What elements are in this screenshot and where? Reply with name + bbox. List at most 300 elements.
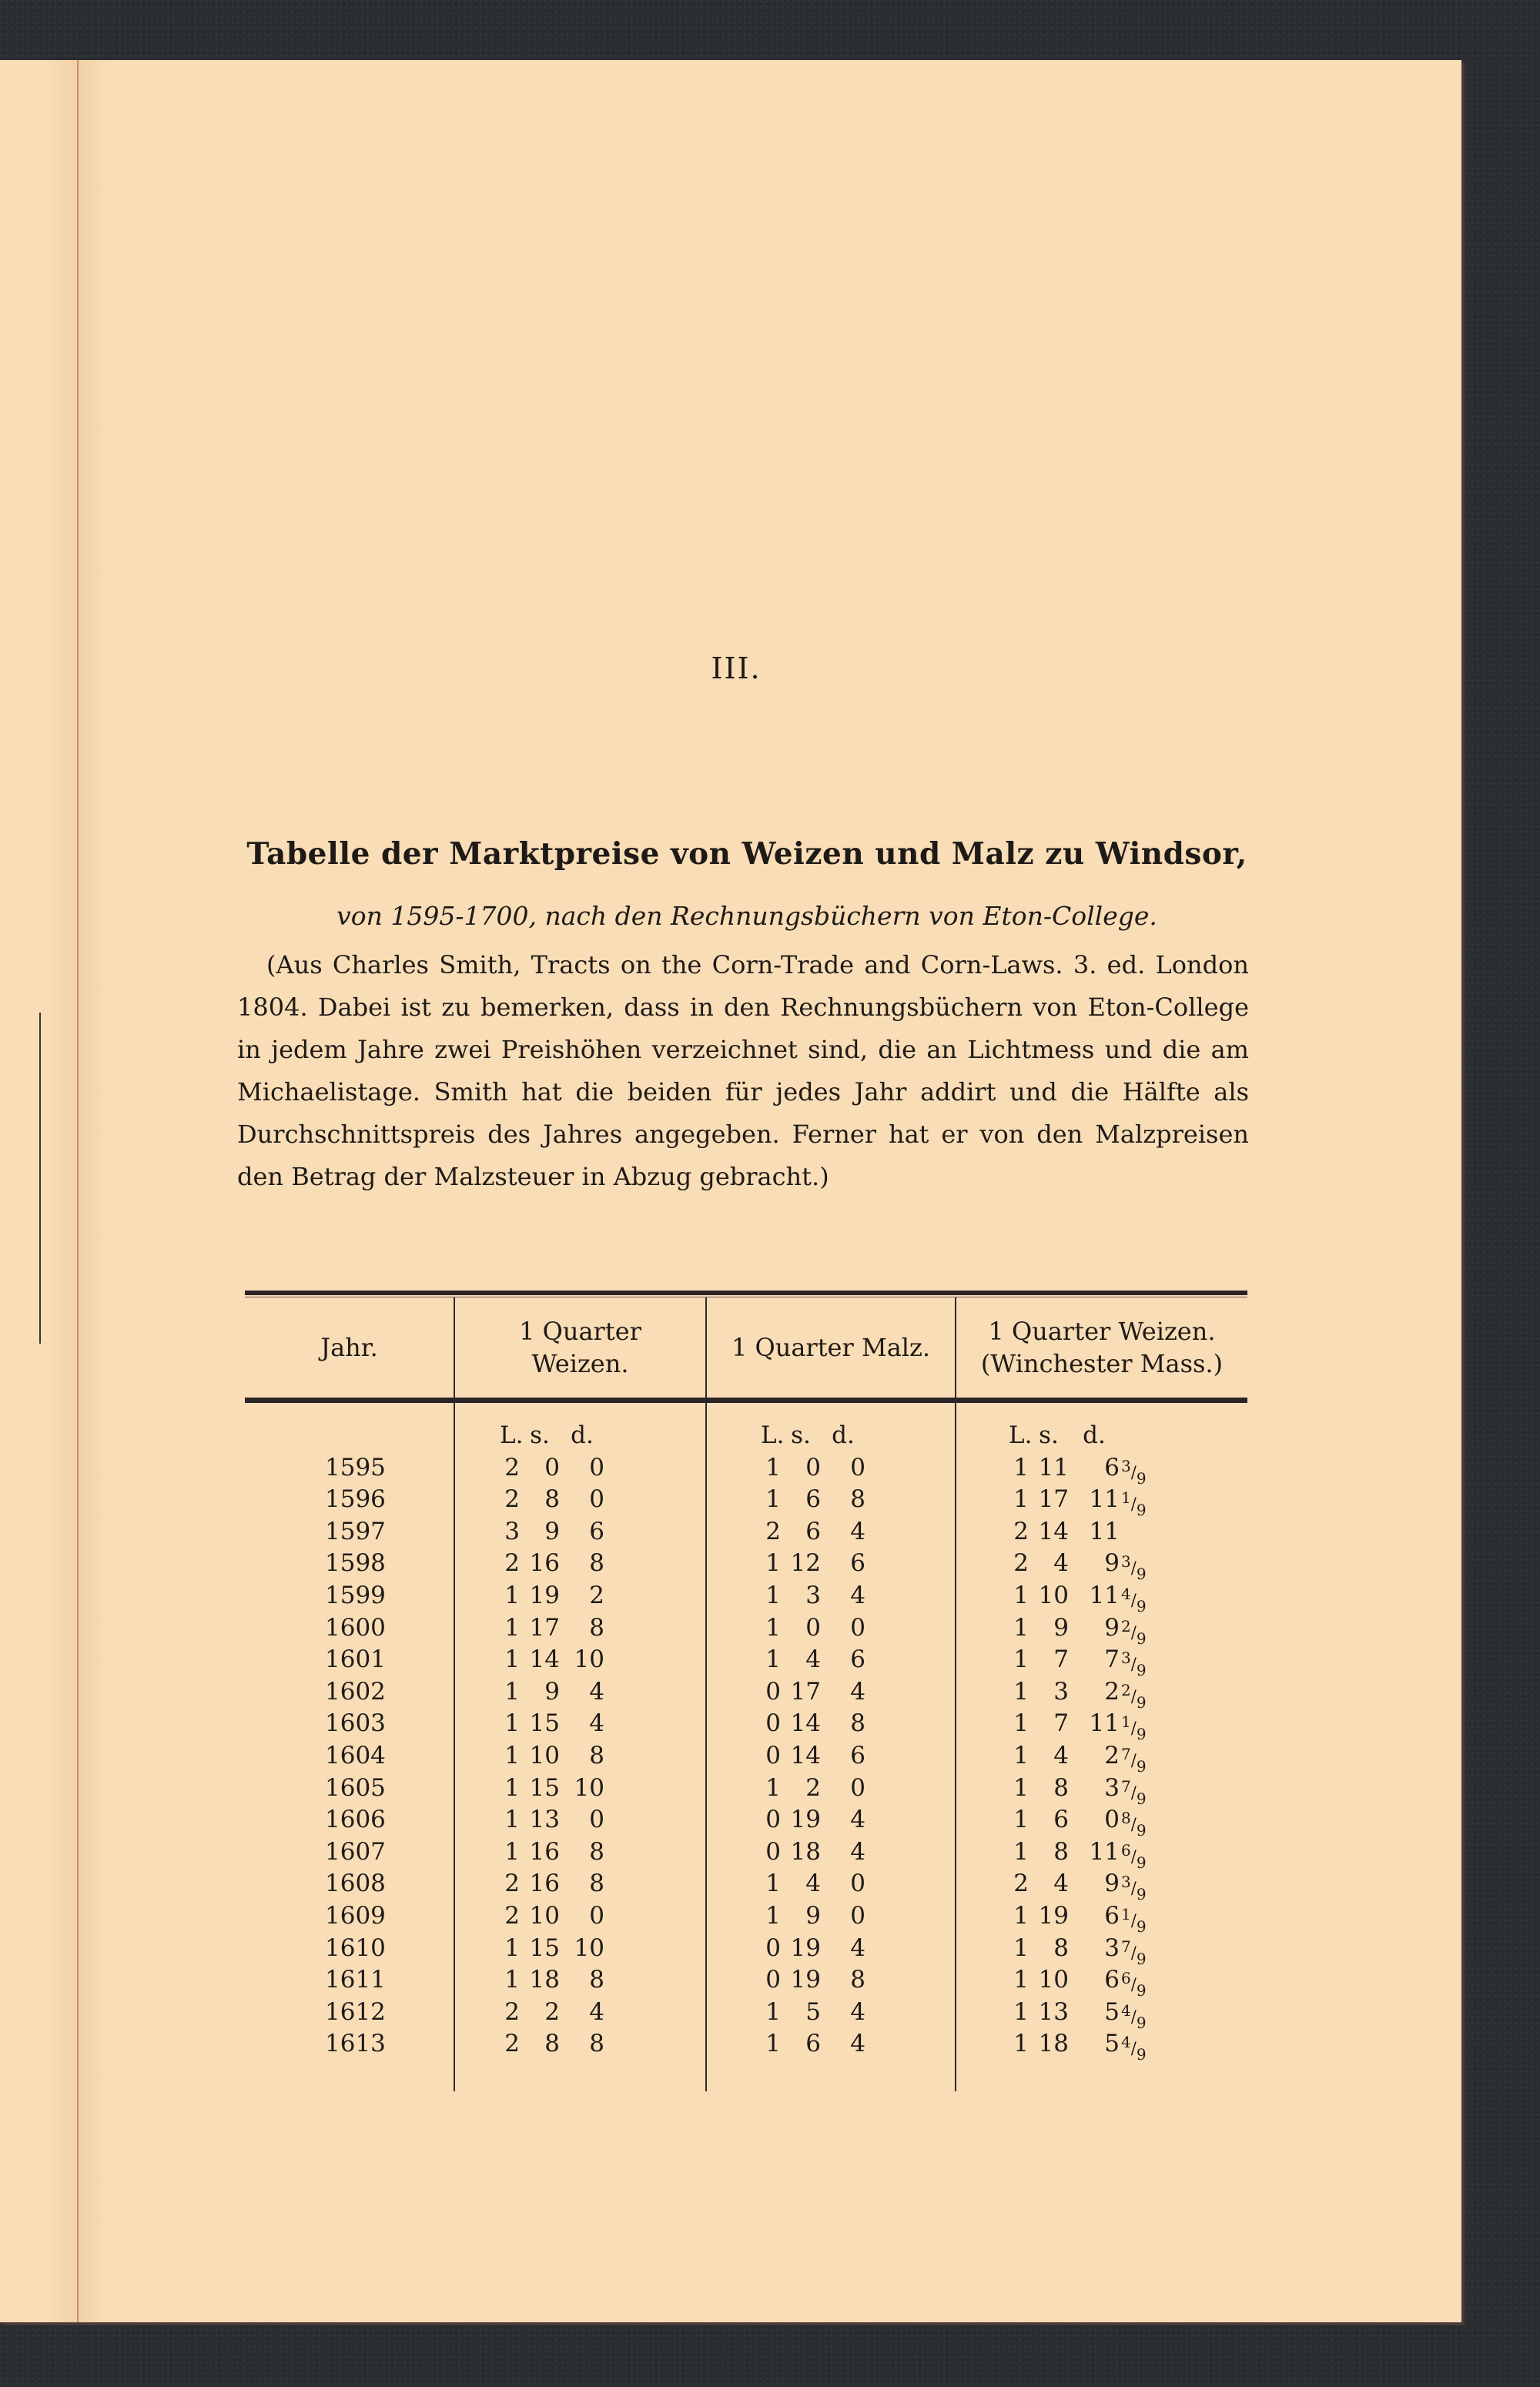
shillings-value: 19: [1038, 1901, 1069, 1930]
pence-value: 6: [1104, 1453, 1120, 1481]
fraction-numerator: 4: [1121, 1584, 1131, 1603]
fraction-bar: /: [1130, 2039, 1137, 2058]
winchester-price-cell: [956, 1612, 1247, 1648]
pounds-value: 1: [504, 1741, 520, 1769]
fraction-bar: /: [1130, 1655, 1137, 1674]
pounds-value: 1: [1013, 1933, 1029, 1962]
year-cell: 1603: [325, 1709, 386, 1738]
pounds-value: 1: [765, 1581, 781, 1609]
fraction-numerator: 7: [1121, 1776, 1131, 1796]
pence-fraction: [1121, 1739, 1147, 1776]
pounds-value: 1: [504, 1773, 520, 1802]
malt-price-cell: [707, 1868, 955, 1900]
pence-value: 9: [1104, 1613, 1120, 1642]
wheat-price-cell: [455, 1933, 705, 1965]
shillings-value: 9: [1053, 1613, 1069, 1642]
pounds-value: 1: [504, 1677, 520, 1706]
year-cell: 1598: [325, 1549, 386, 1578]
pence-fraction: [1121, 1931, 1147, 1968]
fraction-bar: /: [1130, 1846, 1137, 1866]
year-cell: 1596: [325, 1485, 386, 1514]
shillings-value: 14: [790, 1709, 821, 1738]
pounds-value: 2: [504, 1997, 520, 2026]
pence-value: 4: [850, 1933, 865, 1962]
header-wheat-label: 1 Quarter Weizen.: [519, 1317, 641, 1378]
pounds-value: 1: [765, 1613, 781, 1642]
pence-value: 8: [589, 1870, 604, 1898]
shillings-value: 0: [805, 1613, 821, 1642]
pounds-value: 2: [504, 2030, 520, 2058]
pounds-value: 1: [765, 1773, 781, 1802]
shillings-value: 10: [529, 1741, 560, 1769]
fraction-denominator: 9: [1136, 2013, 1147, 2032]
pence-value: 10: [574, 1773, 604, 1802]
pence-value: 2: [1104, 1677, 1120, 1706]
winchester-price-cell: [956, 1804, 1247, 1840]
fraction-numerator: 3: [1121, 1456, 1131, 1475]
pounds-value: 1: [765, 1997, 781, 2026]
pence-value: 4: [850, 1517, 865, 1545]
malt-price-cell: [707, 1516, 955, 1548]
wheat-price-cell: [455, 1548, 705, 1580]
header-year: Jahr.: [320, 1333, 378, 1362]
pence-value: 0: [850, 1901, 865, 1930]
pounds-value: 2: [504, 1453, 520, 1481]
pounds-value: 1: [1013, 1997, 1029, 2026]
book-page: [0, 60, 1461, 2322]
shillings-value: 11: [1038, 1453, 1069, 1481]
wheat-price-cell: [455, 1773, 705, 1805]
pounds-value: 1: [504, 1645, 520, 1674]
pounds-value: 2: [504, 1485, 520, 1514]
fraction-numerator: 3: [1121, 1649, 1131, 1668]
shillings-value: 16: [529, 1837, 560, 1866]
shillings-value: 9: [544, 1677, 560, 1706]
pence-fraction: [1121, 1546, 1147, 1584]
shillings-value: 15: [529, 1709, 560, 1738]
winchester-price-cell: [956, 1580, 1247, 1615]
fraction-denominator: 9: [1136, 1468, 1147, 1488]
wheat-price-cell: [455, 1740, 705, 1773]
fraction-numerator: 4: [1121, 2000, 1131, 2020]
year-cell: 1610: [325, 1933, 386, 1962]
malt-price-cell: [707, 1964, 955, 1997]
fraction-numerator: 1: [1121, 1904, 1131, 1923]
fraction-denominator: 9: [1136, 1501, 1147, 1520]
fraction-numerator: 1: [1121, 1488, 1131, 1508]
pence-value: 2: [1104, 1741, 1120, 1769]
pounds-value: 2: [504, 1901, 520, 1930]
winchester-price-cell: [956, 1516, 1247, 1548]
column-wheat: [454, 1403, 705, 2091]
pence-fraction: [1121, 1866, 1147, 1904]
page-subtitle: von 1595-1700, nach den Rechnungsbüchern von Eton-College.: [336, 901, 1157, 931]
shillings-value: 4: [805, 1645, 821, 1674]
pence-value: 0: [850, 1870, 865, 1898]
shillings-value: 14: [529, 1645, 560, 1674]
winchester-price-cell: [956, 1484, 1247, 1520]
fraction-denominator: 9: [1136, 1981, 1147, 2000]
pounds-value: 1: [765, 1901, 781, 1930]
shillings-value: 10: [1038, 1966, 1069, 1994]
pence-value: 3: [1104, 1773, 1120, 1802]
header-wheat: [454, 1297, 705, 1398]
shillings-value: 0: [544, 1453, 560, 1481]
year-cell: 1606: [325, 1806, 386, 1834]
pounds-value: 0: [765, 1709, 781, 1738]
fraction-numerator: 6: [1121, 1969, 1131, 1988]
shillings-value: 4: [1053, 1741, 1069, 1769]
shillings-value: 19: [790, 1806, 821, 1834]
fraction-numerator: 7: [1121, 1937, 1131, 1956]
year-cell: 1605: [325, 1773, 386, 1802]
pence-value: 6: [850, 1645, 865, 1674]
malt-price-cell: [707, 1900, 955, 1933]
shillings-value: 8: [1053, 1773, 1069, 1802]
pounds-value: 1: [1013, 1901, 1029, 1930]
malt-price-cell: [707, 1484, 955, 1516]
shillings-value: 4: [805, 1870, 821, 1898]
shillings-value: 10: [1038, 1581, 1069, 1609]
pence-value: 9: [1104, 1549, 1120, 1578]
shillings-value: 9: [805, 1901, 821, 1930]
source-note-text: (Aus Charles Smith, Tracts on the Corn-Trade and Corn-Laws. 3. ed. London 1804. Dabei ist zu bemerken, dass in den Rechnungsbüchern von Eton-College in jedem Jahre zwei Preishöhen verzeichnet sind, die an Lichtmess und die am Michaelistage. Smith hat die beiden für jedes Jahr addirt und die Hälfte als Durchschnittspreis des Jahres angegeben. Ferner hat er von den Malzpreisen den Betrag der Malzsteuer in Abzug gebracht.): [237, 950, 1249, 1191]
wheat-price-cell: [455, 1516, 705, 1548]
unit-pound: L.: [761, 1421, 785, 1449]
pence-value: 0: [850, 1613, 865, 1642]
pence-value: 10: [574, 1645, 604, 1674]
pence-value: 6: [589, 1517, 604, 1545]
fraction-bar: /: [1130, 1783, 1137, 1802]
pounds-value: 2: [1013, 1549, 1029, 1578]
malt-price-cell: [707, 1997, 955, 2029]
section-number: III.: [711, 651, 762, 685]
malt-price-cell: [707, 1580, 955, 1612]
pence-value: 4: [850, 1581, 865, 1609]
pence-value: 8: [589, 1837, 604, 1866]
pence-fraction: [1121, 1611, 1147, 1648]
fraction-numerator: 7: [1121, 1744, 1131, 1763]
pounds-value: 1: [504, 1709, 520, 1738]
pence-value: 8: [589, 2030, 604, 2058]
pounds-value: 0: [765, 1677, 781, 1706]
pence-value: 6: [1104, 1901, 1120, 1930]
shillings-value: 6: [1053, 1806, 1069, 1834]
pounds-value: 1: [765, 1870, 781, 1898]
pence-fraction: [1121, 1675, 1147, 1712]
shillings-value: 17: [1038, 1485, 1069, 1514]
fraction-numerator: 3: [1121, 1873, 1131, 1892]
winchester-price-cell: [956, 1548, 1247, 1584]
fraction-denominator: 9: [1136, 1596, 1147, 1615]
shillings-value: 2: [805, 1773, 821, 1802]
winchester-price-cell: [956, 1997, 1247, 2032]
pence-value: 8: [589, 1966, 604, 1994]
fraction-denominator: 9: [1136, 1756, 1147, 1776]
year-cell: 1607: [325, 1837, 386, 1866]
winchester-price-cell: [956, 2028, 1247, 2064]
pence-value: 11: [1089, 1837, 1120, 1866]
malt-price-cell: [707, 1452, 955, 1485]
year-cell: 1597: [325, 1517, 386, 1545]
fraction-denominator: 9: [1136, 2045, 1147, 2064]
pounds-value: 1: [1013, 1773, 1029, 1802]
winchester-price-cell: [956, 1708, 1247, 1744]
pence-value: 6: [1104, 1966, 1120, 1994]
winchester-price-cell: [956, 1933, 1247, 1968]
shillings-value: 17: [790, 1677, 821, 1706]
unit-pence: d.: [832, 1421, 855, 1449]
pence-fraction: [1121, 1451, 1147, 1488]
pence-value: 8: [589, 1613, 604, 1642]
pounds-value: 1: [504, 1581, 520, 1609]
pence-value: 8: [850, 1485, 865, 1514]
units-spacer: [245, 1420, 454, 1452]
pence-fraction: [1121, 1482, 1147, 1520]
unit-pound: L.: [1009, 1421, 1033, 1449]
year-cell: 1599: [325, 1581, 386, 1609]
pence-value: 0: [850, 1773, 865, 1802]
pence-fraction: [1121, 1803, 1147, 1840]
fraction-bar: /: [1130, 1686, 1137, 1706]
pence-fraction: [1121, 2027, 1147, 2064]
shillings-value: 17: [529, 1613, 560, 1642]
malt-price-cell: [707, 1836, 955, 1869]
wheat-price-cell: [455, 1580, 705, 1612]
wheat-price-cell: [455, 1644, 705, 1676]
pence-value: 11: [1089, 1517, 1120, 1545]
table-top-rule: [245, 1291, 1247, 1295]
pence-value: 8: [589, 1549, 604, 1578]
pence-value: 3: [1104, 1933, 1120, 1962]
table-header-row: [245, 1297, 1247, 1398]
malt-price-cell: [707, 1612, 955, 1645]
fraction-bar: /: [1130, 1719, 1137, 1738]
winchester-price-cell: [956, 1740, 1247, 1776]
pounds-value: 1: [1013, 1837, 1029, 1866]
shillings-value: 12: [790, 1549, 821, 1578]
shillings-value: 18: [529, 1966, 560, 1994]
winchester-price-cell: [956, 1900, 1247, 1936]
pounds-value: 0: [765, 1741, 781, 1769]
column-malt: [705, 1403, 955, 2091]
source-note: [237, 944, 1249, 1198]
shillings-value: 18: [790, 1837, 821, 1866]
shillings-value: 8: [544, 2030, 560, 2058]
pence-value: 2: [589, 1581, 604, 1609]
pence-value: 4: [589, 1709, 604, 1738]
units-row: [707, 1420, 955, 1452]
shillings-value: 18: [1038, 2030, 1069, 2058]
unit-shilling: s.: [791, 1421, 811, 1449]
wheat-price-cell: [455, 1612, 705, 1645]
shillings-value: 7: [1053, 1645, 1069, 1674]
pence-fraction: [1121, 1835, 1147, 1872]
shillings-value: 16: [529, 1549, 560, 1578]
malt-price-cell: [707, 1548, 955, 1580]
pence-value: 4: [850, 1677, 865, 1706]
fraction-denominator: 9: [1136, 1917, 1147, 1936]
winchester-price-cell: [956, 1676, 1247, 1712]
fraction-bar: /: [1130, 1750, 1137, 1769]
winchester-price-cell: [956, 1964, 1247, 2000]
pence-value: 6: [850, 1549, 865, 1578]
shillings-value: 6: [805, 1485, 821, 1514]
column-wheat-winchester: [955, 1403, 1247, 2091]
header-wheat-winchester-label: 1 Quarter Weizen. (Winchester Mass.): [980, 1317, 1224, 1378]
shillings-value: 2: [544, 1997, 560, 2026]
wheat-price-cell: [455, 1676, 705, 1709]
year-cell: 1611: [325, 1966, 386, 1994]
fraction-denominator: 9: [1136, 1661, 1147, 1680]
table-body: [245, 1403, 1247, 2091]
pence-value: 4: [850, 1806, 865, 1834]
fraction-denominator: 9: [1136, 1725, 1147, 1744]
malt-price-cell: [707, 1804, 955, 1836]
shillings-value: 4: [1053, 1549, 1069, 1578]
header-wheat-winchester: [955, 1297, 1247, 1398]
pence-value: 9: [1104, 1870, 1120, 1898]
pence-fraction: [1121, 1642, 1147, 1680]
year-cell: 1604: [325, 1741, 386, 1769]
wheat-price-cell: [455, 1804, 705, 1836]
pounds-value: 0: [765, 1806, 781, 1834]
fraction-numerator: 8: [1121, 1809, 1131, 1828]
winchester-price-cell: [956, 1773, 1247, 1808]
pence-value: 6: [850, 1741, 865, 1769]
fraction-denominator: 9: [1136, 1629, 1147, 1648]
fraction-numerator: 2: [1121, 1616, 1131, 1635]
malt-price-cell: [707, 2028, 955, 2061]
malt-price-cell: [707, 1933, 955, 1965]
pence-value: 0: [589, 1901, 604, 1930]
wheat-price-cell: [455, 1868, 705, 1900]
price-table: [245, 1291, 1247, 2091]
pounds-value: 1: [1013, 1966, 1029, 1994]
wheat-price-cell: [455, 1900, 705, 1933]
shillings-value: 0: [805, 1453, 821, 1481]
header-malt: 1 Quarter Malz.: [705, 1297, 955, 1398]
pence-value: 0: [850, 1453, 865, 1481]
fraction-numerator: 3: [1121, 1552, 1131, 1572]
winchester-price-cell: [956, 1868, 1247, 1904]
fraction-denominator: 9: [1136, 1565, 1147, 1584]
pence-value: 4: [589, 1997, 604, 2026]
shillings-value: 13: [529, 1806, 560, 1834]
pence-value: 11: [1089, 1581, 1120, 1609]
year-cell: 1609: [325, 1901, 386, 1930]
pounds-value: 0: [765, 1933, 781, 1962]
shillings-value: 6: [805, 2030, 821, 2058]
fraction-numerator: 6: [1121, 1840, 1131, 1860]
pounds-value: 1: [765, 1549, 781, 1578]
wheat-price-cell: [455, 1836, 705, 1869]
pounds-value: 2: [504, 1870, 520, 1898]
fraction-bar: /: [1130, 1815, 1137, 1834]
pounds-value: 1: [504, 1613, 520, 1642]
shillings-value: 8: [1053, 1837, 1069, 1866]
pounds-value: 1: [504, 1933, 520, 1962]
pounds-value: 1: [1013, 1485, 1029, 1514]
fraction-numerator: 2: [1121, 1680, 1131, 1699]
pounds-value: 1: [504, 1806, 520, 1834]
pounds-value: 2: [504, 1549, 520, 1578]
pounds-value: 1: [1013, 1613, 1029, 1642]
pounds-value: 1: [1013, 1645, 1029, 1674]
pounds-value: 1: [1013, 1677, 1029, 1706]
page-title: Tabelle der Marktpreise von Weizen und Malz zu Windsor,: [246, 836, 1247, 872]
shillings-value: 13: [1038, 1997, 1069, 2026]
fraction-numerator: 1: [1121, 1712, 1131, 1732]
unit-pence: d.: [571, 1421, 594, 1449]
year-cell: 1608: [325, 1870, 386, 1898]
pence-value: 7: [1104, 1645, 1120, 1674]
winchester-price-cell: [956, 1836, 1247, 1872]
shillings-value: 14: [790, 1741, 821, 1769]
shillings-value: 19: [790, 1933, 821, 1962]
pence-fraction: [1121, 1578, 1147, 1615]
fraction-denominator: 9: [1136, 1789, 1147, 1808]
pounds-value: 3: [504, 1517, 520, 1545]
wheat-price-cell: [455, 1484, 705, 1516]
shillings-value: 19: [790, 1966, 821, 1994]
pence-value: 0: [589, 1806, 604, 1834]
pence-value: 8: [589, 1741, 604, 1769]
shillings-value: 8: [544, 1485, 560, 1514]
shillings-value: 4: [1053, 1870, 1069, 1898]
wheat-price-cell: [455, 1964, 705, 1997]
shillings-value: 7: [1053, 1709, 1069, 1738]
year-cell: 1612: [325, 1997, 386, 2026]
pounds-value: 1: [1013, 1741, 1029, 1769]
bleed-through-line: [39, 1013, 41, 1344]
pence-fraction: [1121, 1899, 1147, 1936]
winchester-price-cell: [956, 1452, 1247, 1488]
fraction-bar: /: [1130, 1590, 1137, 1609]
wheat-price-cell: [455, 1452, 705, 1485]
shillings-value: 16: [529, 1870, 560, 1898]
fraction-denominator: 9: [1136, 1853, 1147, 1872]
shillings-value: 9: [544, 1517, 560, 1545]
gutter-fold-line: [77, 60, 79, 2322]
pence-value: 8: [850, 1966, 865, 1994]
shillings-value: 14: [1038, 1517, 1069, 1545]
fraction-bar: /: [1130, 1495, 1137, 1514]
pence-value: 0: [589, 1485, 604, 1514]
year-cell: 1613: [325, 2030, 386, 2058]
shillings-value: 3: [805, 1581, 821, 1609]
pence-value: 0: [589, 1453, 604, 1481]
pence-value: 5: [1104, 2030, 1120, 2058]
wheat-price-cell: [455, 1997, 705, 2029]
malt-price-cell: [707, 1708, 955, 1740]
unit-pound: L.: [500, 1421, 524, 1449]
shillings-value: 10: [529, 1901, 560, 1930]
pounds-value: 1: [765, 1645, 781, 1674]
pounds-value: 1: [1013, 1709, 1029, 1738]
fraction-bar: /: [1130, 1558, 1137, 1578]
pence-value: 4: [589, 1677, 604, 1706]
pounds-value: 1: [1013, 1453, 1029, 1481]
wheat-price-cell: [455, 1708, 705, 1740]
year-cell: 1600: [325, 1613, 386, 1642]
column-year: [245, 1403, 454, 2091]
shillings-value: 19: [529, 1581, 560, 1609]
pence-value: 11: [1089, 1709, 1120, 1738]
pence-value: 5: [1104, 1997, 1120, 2026]
pence-fraction: [1121, 1963, 1147, 2000]
year-cell: 1595: [325, 1453, 386, 1481]
